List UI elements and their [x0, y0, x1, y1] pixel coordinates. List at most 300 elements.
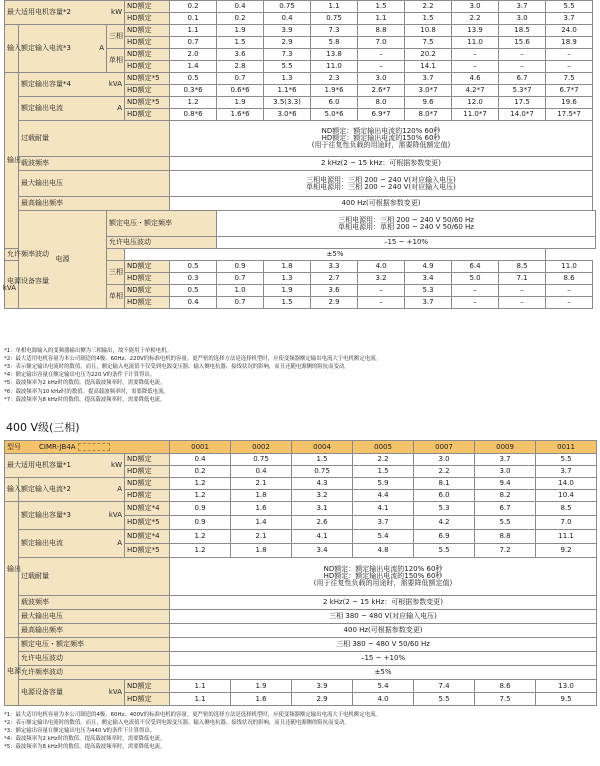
table-cell: 5.3*7	[499, 85, 546, 97]
table-cell: 1.8	[231, 544, 292, 558]
table-cell: 1.6	[231, 502, 292, 516]
table-cell: 1.5	[353, 466, 414, 478]
table-cell: 20.2	[405, 49, 452, 61]
input-group-label: 输入	[5, 25, 19, 73]
equipment-capacity-label	[19, 680, 125, 706]
equipment-capacity-label-unit: kVA	[2, 283, 16, 292]
table-cell: 11.0*7	[452, 109, 499, 121]
equipment-capacity-label	[2, 261, 49, 309]
table-cell: 3.4	[292, 544, 353, 558]
rating-sub: ND额定	[125, 49, 170, 61]
table-cell: –	[452, 297, 499, 309]
table-cell: 4.4	[353, 490, 414, 502]
table-row	[5, 97, 596, 109]
voltage-tolerance-value: –15 ~ +10%	[217, 237, 596, 249]
table-cell: 5.8	[311, 37, 358, 49]
model-code: CIMR-JB4A	[39, 443, 76, 451]
footnote: *1：最大适用电机容量为本公司制造的4极、60Hz、400V的标准电机的容量。更严密的选择方法是选择机型时，应使变频器额定输出电流大于电机额定电流。	[4, 712, 381, 718]
power-group-label: 电源	[5, 638, 19, 706]
table-cell: 7.5	[475, 693, 536, 706]
table-row	[5, 25, 596, 37]
rating-sub: HD额定	[125, 109, 170, 121]
table-cell: 1.2	[170, 530, 231, 544]
rated-voltage-value-line: 三相电源用：三相 200 ~ 240 V 50/60 Hz	[338, 215, 474, 224]
table-cell: 0.2	[170, 1, 217, 13]
table-cell: 13.8	[311, 49, 358, 61]
table-cell: 1.4	[231, 516, 292, 530]
footnote: *4：额定输出容量在额定输出电压为220 V的条件下计算得出。	[4, 372, 156, 379]
max-frequency-value: 400 Hz(可根据参数变更)	[170, 624, 597, 638]
table-cell: 1.8	[264, 261, 311, 273]
table-cell: –	[499, 285, 546, 297]
frequency-tolerance-label: 允许频率波动	[5, 249, 125, 261]
table-cell: 0.9	[217, 261, 264, 273]
footnote: *3：额定输出容量在额定输出电压为440 V的条件下计算得出。	[4, 728, 156, 735]
table-cell: 5.0	[452, 273, 499, 285]
table-cell: 0.7	[170, 37, 217, 49]
footnote: *4：载波频率为2 kHz时的数值。提高载波频率时，需要降低电流。	[4, 736, 166, 743]
table-cell: 2.1	[231, 478, 292, 490]
carrier-label: 载波频率	[19, 157, 170, 171]
model-header	[5, 441, 170, 454]
table-row	[5, 638, 597, 652]
motor-capacity-label-unit: kW	[111, 8, 123, 16]
rating-sub: ND额定	[125, 285, 170, 297]
table-cell: 3.7	[405, 73, 452, 85]
table-cell: 1.1	[170, 25, 217, 37]
table-cell: 1.2	[170, 490, 231, 502]
table-cell: 4.9	[405, 261, 452, 273]
table-cell: –	[499, 297, 546, 309]
table-cell: 2.9	[292, 693, 353, 706]
table-cell: –	[499, 61, 546, 73]
frequency-tolerance-label: 允许频率波动	[19, 666, 170, 680]
voltage-tolerance-value: –15 ~ +10%	[170, 652, 597, 666]
motor-capacity-label	[5, 1, 125, 25]
model-number: 0011	[536, 441, 597, 454]
table-cell: –	[546, 285, 593, 297]
max-voltage-value	[170, 171, 593, 197]
table-cell: –	[546, 297, 593, 309]
table-cell: 17.5	[499, 97, 546, 109]
table-cell: 2.3	[311, 73, 358, 85]
table-cell: 2.0	[170, 49, 217, 61]
footnote: *5：载波频率为2 kHz时的数值。提高载波频率时，需要降低电流。	[4, 380, 166, 387]
table-cell: 3.0	[414, 454, 475, 466]
rating-sub: HD额定	[125, 37, 170, 49]
table-cell: 3.1	[292, 502, 353, 516]
table-row	[5, 558, 597, 596]
table-cell: 0.4	[170, 454, 231, 466]
footnote: *2：最大适用电机容量为本公司制造的4极、60Hz、220V的标准电机的容量。更严密的选择方法是选择机型时，应使变频器额定输出电流大于电机额定电流。	[4, 356, 381, 363]
table-cell: 3.6	[217, 49, 264, 61]
table-cell: 0.4	[170, 297, 217, 309]
overload-value	[170, 558, 597, 596]
table-cell: 1.1	[358, 13, 405, 25]
table-cell: 9.6	[405, 97, 452, 109]
overload-value-line: HD额定：额定输出电流的150% 60秒	[323, 572, 443, 580]
rated-voltage-value-line: 单相电源用：单相 200 ~ 240 V 50/60 Hz	[338, 222, 474, 231]
table-cell: 1.1	[170, 680, 231, 693]
output-capacity-label-unit: kVA	[108, 80, 123, 88]
table-cell: 6.0	[311, 97, 358, 109]
table-cell: 1.3	[264, 73, 311, 85]
output-capacity-label-text: 额定输出容量*4	[21, 80, 71, 88]
table-cell: 0.75	[231, 454, 292, 466]
rating-sub: ND额定*4	[125, 530, 170, 544]
table-cell: 3.7	[499, 1, 546, 13]
max-frequency-label: 最高输出频率	[19, 624, 170, 638]
table-row	[5, 502, 597, 516]
table-cell: 5.3	[414, 502, 475, 516]
rating-sub: ND额定*4	[125, 502, 170, 516]
voltage-tolerance-label: 允许电压波动	[107, 237, 217, 249]
table-cell: 3.4	[405, 273, 452, 285]
table-cell: 1.5	[405, 13, 452, 25]
table-cell: 8.8	[475, 530, 536, 544]
table-cell: 0.75	[264, 1, 311, 13]
frequency-tolerance-value: ±5%	[170, 666, 597, 680]
rating-sub: ND额定	[125, 454, 170, 466]
table-cell: 11.0	[311, 61, 358, 73]
max-voltage-label: 最大输出电压	[19, 171, 170, 197]
table-cell: 0.5	[170, 261, 217, 273]
output-current-label	[19, 97, 125, 121]
table-cell: 0.4	[231, 466, 292, 478]
table-cell: 0.5	[170, 285, 217, 297]
table-row	[5, 530, 597, 544]
rating-sub: HD额定	[125, 13, 170, 25]
input-current-label	[19, 478, 125, 502]
table-cell: 1.4	[170, 61, 217, 73]
rating-sub: HD额定	[125, 466, 170, 478]
input-current-label	[19, 25, 107, 73]
table-cell: 11.0	[546, 261, 593, 273]
rated-voltage-label: 额定电压・额定频率	[19, 638, 170, 652]
equipment-capacity-label-text: 电源设备容量	[7, 276, 49, 285]
overload-value-line: HD额定：额定输出电流的150% 60秒	[321, 134, 441, 142]
table-cell: 4.1	[353, 502, 414, 516]
spec-table-400v	[4, 440, 597, 706]
table-row	[5, 171, 596, 197]
rating-sub: HD额定	[125, 61, 170, 73]
max-voltage-value-line: 单相电源用：三相 200 ~ 240 V(对应输入电压)	[306, 182, 456, 191]
section-title-400v: 400 V级(三相)	[6, 421, 80, 434]
table-cell: 11.1	[536, 530, 597, 544]
table-row	[5, 441, 597, 454]
table-cell: 18.5	[499, 25, 546, 37]
table-cell: 10.8	[405, 25, 452, 37]
table-cell: 5.5	[536, 454, 597, 466]
table-cell: 1.0	[217, 285, 264, 297]
footnote: *7：载波频率为8 kHz时的数值。提高载波频率时，需要降低电流。	[4, 396, 166, 403]
table-cell: 3.7	[475, 454, 536, 466]
table-cell: 14.0*7	[499, 109, 546, 121]
table-cell: 9.4	[475, 478, 536, 490]
table-cell: 3.2	[292, 490, 353, 502]
table-cell: 7.0	[536, 516, 597, 530]
table-cell: 0.5	[170, 73, 217, 85]
table-cell: 1.1*6	[264, 85, 311, 97]
table-cell: 3.2	[358, 273, 405, 285]
rated-voltage-value	[217, 211, 596, 237]
table-cell: 7.1	[499, 273, 546, 285]
footnote: *2：表示额定输出电流时的数值。而且，额定输入电流值不仅受到电源变压器、输入侧电抗器、接线状况的影响，而且还随电源侧的阻抗而变动。	[4, 720, 350, 727]
equipment-capacity-label-unit: kVA	[108, 688, 122, 696]
table-cell: 8.6	[546, 273, 593, 285]
table-cell: 8.0	[358, 97, 405, 109]
table-cell: 6.4	[452, 261, 499, 273]
table-cell: 1.5	[264, 297, 311, 309]
table-cell: 1.6*6	[217, 109, 264, 121]
table-cell: 1.9*6	[311, 85, 358, 97]
table-cell: 0.4	[217, 1, 264, 13]
voltage-tolerance-label: 允许电压波动	[19, 652, 170, 666]
rating-sub: HD额定	[125, 85, 170, 97]
table-cell: 2.2	[452, 13, 499, 25]
three-phase-label: 三相	[107, 25, 125, 49]
rating-sub: HD额定	[125, 693, 170, 706]
output-capacity-label-text: 额定输出容量*3	[21, 511, 71, 519]
table-cell: 1.5	[292, 454, 353, 466]
table-cell: 4.6	[452, 73, 499, 85]
spec-table-200v	[4, 0, 596, 309]
motor-capacity-label-text: 最大适用电机容量*1	[7, 461, 71, 469]
table-cell: 7.0	[358, 37, 405, 49]
table-cell: 14.0	[536, 478, 597, 490]
table-row	[5, 73, 596, 85]
table-cell: 8.8	[358, 25, 405, 37]
overload-value	[170, 121, 593, 157]
table-cell: 0.4	[264, 13, 311, 25]
table-cell: 8.5	[499, 261, 546, 273]
table-cell: 2.6	[292, 516, 353, 530]
model-suffix-box	[78, 443, 110, 451]
table-cell: 0.7	[217, 297, 264, 309]
table-cell: 2.2	[405, 1, 452, 13]
input-current-label-text: 额定输入电流*3	[21, 44, 71, 52]
table-cell: 4.2	[414, 516, 475, 530]
table-row	[5, 652, 597, 666]
input-current-label-unit: A	[99, 44, 104, 52]
output-capacity-label	[19, 502, 125, 530]
table-cell: 7.2	[475, 544, 536, 558]
table-cell: 4.0	[353, 693, 414, 706]
table-row	[5, 121, 596, 157]
table-row	[5, 454, 597, 466]
table-cell: 5.5	[264, 61, 311, 73]
rating-sub: ND额定	[125, 680, 170, 693]
max-frequency-label: 最高输出频率	[19, 197, 170, 211]
table-cell: 10.4	[536, 490, 597, 502]
table-cell: 1.2	[170, 97, 217, 109]
table-cell: 3.5(3.3)	[264, 97, 311, 109]
overload-label: 过载耐量	[19, 121, 170, 157]
table-row	[5, 610, 597, 624]
input-group-label: 输入	[5, 478, 19, 502]
footnotes-200v	[4, 347, 596, 404]
table-cell: 0.2	[217, 13, 264, 25]
model-number: 0007	[414, 441, 475, 454]
footnote: *1：单相电源输入的变频器输出侧为三相输出，故不能用于单相电机。	[4, 348, 172, 354]
rating-sub: ND额定*5	[125, 73, 170, 85]
table-cell: 5.3	[405, 285, 452, 297]
table-cell: 8.2	[475, 490, 536, 502]
table-cell: 8.6	[475, 680, 536, 693]
table-cell: 1.1	[311, 1, 358, 13]
table-cell: 0.7	[217, 273, 264, 285]
rating-sub: ND额定	[125, 1, 170, 13]
rating-sub: ND额定	[125, 261, 170, 273]
model-number: 0002	[231, 441, 292, 454]
table-cell: 8.5	[536, 502, 597, 516]
frequency-tolerance-value: ±5%	[125, 249, 546, 261]
table-cell: 3.0	[499, 13, 546, 25]
max-voltage-label: 最大输出电压	[19, 610, 170, 624]
table-cell: 6.7*7	[546, 85, 593, 97]
table-cell: 24.0	[546, 25, 593, 37]
table-cell: –	[452, 285, 499, 297]
table-cell: 2.2	[414, 466, 475, 478]
table-cell: 0.9	[170, 516, 231, 530]
table-cell: 5.5	[475, 516, 536, 530]
table-cell: 5.5	[414, 693, 475, 706]
rating-sub: ND额定	[125, 478, 170, 490]
table-cell: 13.9	[452, 25, 499, 37]
motor-capacity-label	[5, 454, 125, 478]
table-cell: 5.0*6	[311, 109, 358, 121]
table-cell: 0.7	[217, 73, 264, 85]
table-cell: 3.7	[536, 466, 597, 478]
table-cell: 13.0	[536, 680, 597, 693]
table-cell: 2.2	[353, 454, 414, 466]
table-cell: 5.9	[353, 478, 414, 490]
three-phase-label: 三相	[107, 261, 125, 285]
table-cell: 1.8	[231, 490, 292, 502]
output-group-label: 输出	[5, 73, 19, 249]
table-cell: 8.0*7	[405, 109, 452, 121]
table-cell: 4.0	[358, 261, 405, 273]
table-cell: 5.4	[353, 680, 414, 693]
overload-label: 过载耐量	[19, 558, 170, 596]
table-cell: 0.8*6	[170, 109, 217, 121]
table-cell: 6.9	[414, 530, 475, 544]
table-cell: 8.1	[414, 478, 475, 490]
table-cell: 5.5	[414, 544, 475, 558]
table-row	[5, 478, 597, 490]
overload-value-line: (用于往复性负载的用途时，需要降低额定值)	[311, 141, 451, 149]
table-row	[5, 211, 596, 237]
table-cell: 3.9	[264, 25, 311, 37]
table-cell: 2.8	[217, 61, 264, 73]
table-cell: 3.3	[311, 261, 358, 273]
table-cell: 1.5	[358, 1, 405, 13]
table-row	[5, 1, 596, 13]
single-phase-label: 单相	[107, 285, 125, 309]
table-cell: 9.2	[536, 544, 597, 558]
overload-value-line: (用于往复性负载的用途时，需要降低额定值)	[313, 579, 453, 587]
table-cell: 1.1	[170, 693, 231, 706]
model-number: 0005	[353, 441, 414, 454]
table-cell: 14.1	[405, 61, 452, 73]
table-row	[5, 680, 597, 693]
model-number: 0004	[292, 441, 353, 454]
footnote: *5：载波频率为8 kHz时的数值。提高载波频率时，需要降低电流。	[4, 744, 166, 751]
table-cell: 3.6	[311, 285, 358, 297]
footnote: *6：载波频率为10 kHz时的数值。提高载波频率时，需要降低电流。	[4, 388, 169, 395]
table-cell: 7.5	[405, 37, 452, 49]
table-cell: –	[358, 285, 405, 297]
table-row	[5, 157, 596, 171]
table-cell: 12.0	[452, 97, 499, 109]
output-current-label-text: 额定输出电流	[21, 104, 63, 112]
table-cell: 7.3	[311, 25, 358, 37]
table-cell: 2.9	[311, 297, 358, 309]
table-cell: –	[499, 49, 546, 61]
table-cell: 5.4	[353, 530, 414, 544]
table-cell: 7.4	[414, 680, 475, 693]
footnote: *3：表示额定输出电流时的数值。而且，额定输入电流值不仅受到电源变压器、输入侧电抗器、接线状况的影响，而且还随电源侧的阻抗而变动。	[4, 364, 350, 371]
table-cell: 3.7	[405, 297, 452, 309]
table-cell: 1.5	[217, 37, 264, 49]
table-cell: 15.6	[499, 37, 546, 49]
table-cell: 4.2*7	[452, 85, 499, 97]
rating-sub: ND额定	[125, 25, 170, 37]
table-cell: 4.3	[292, 478, 353, 490]
max-frequency-value: 400 Hz(可根据参数变更)	[170, 197, 593, 211]
table-cell: 6.0	[414, 490, 475, 502]
rating-sub: HD额定	[125, 490, 170, 502]
table-cell: 0.3	[170, 273, 217, 285]
table-cell: 1.2	[170, 478, 231, 490]
table-row	[5, 624, 597, 638]
output-current-label-unit: A	[117, 539, 122, 547]
rating-sub: ND额定*5	[125, 97, 170, 109]
table-row	[5, 197, 596, 211]
rating-sub: HD额定	[125, 273, 170, 285]
table-cell: 1.6	[231, 693, 292, 706]
table-cell: 3.0	[358, 73, 405, 85]
table-row	[5, 596, 597, 610]
single-phase-label: 单相	[107, 49, 125, 73]
motor-capacity-label-unit: kW	[111, 461, 122, 469]
table-cell: 0.6*6	[217, 85, 264, 97]
rating-sub: HD额定	[125, 297, 170, 309]
table-cell: 6.7	[499, 73, 546, 85]
table-cell: 0.9	[170, 502, 231, 516]
equipment-capacity-label-text: 电源设备容量	[21, 688, 63, 696]
overload-value-line: ND额定：额定输出电流的120% 60秒	[321, 127, 441, 135]
table-cell: 6.9*7	[358, 109, 405, 121]
model-number: 0009	[475, 441, 536, 454]
power-group-label: 电源	[19, 211, 107, 309]
table-row	[5, 666, 597, 680]
table-cell: 11.0	[452, 37, 499, 49]
table-cell: 3.0	[475, 466, 536, 478]
output-current-label-text: 额定输出电流	[21, 539, 63, 547]
footnotes-400v	[4, 711, 596, 752]
table-cell: 17.5*7	[546, 109, 593, 121]
table-cell: 0.75	[292, 466, 353, 478]
table-cell: 2.7	[311, 273, 358, 285]
rated-voltage-label: 额定电压・额定频率	[107, 211, 217, 237]
overload-value-line: ND额定：额定输出电流的120% 60秒	[323, 565, 443, 573]
table-cell: 1.9	[217, 97, 264, 109]
table-cell: 3.7	[546, 13, 593, 25]
carrier-value: 2 kHz(2 ~ 15 kHz：可根据参数变更)	[170, 157, 593, 171]
output-current-label	[19, 530, 125, 558]
table-cell: 0.2	[170, 466, 231, 478]
